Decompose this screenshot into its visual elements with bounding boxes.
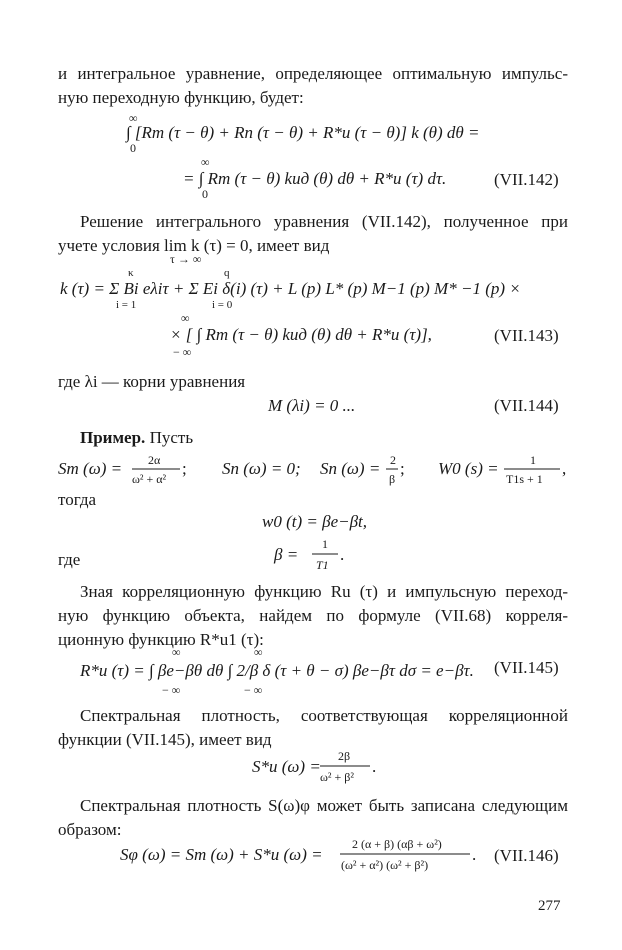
paragraph-6-line-2: образом: [58,820,122,839]
eq142-label: (VII.142) [494,170,559,189]
su-equation [252,746,472,792]
eq143-sum2-bottom: i = 0 [212,299,233,311]
su-numerator: 2β [338,749,351,763]
w0-numerator: 1 [530,453,536,467]
paragraph-4-line-2: ную функцию объекта, найдем по формуле (VII.68) корреля- [58,606,568,625]
su-lhs: S*u (ω) = [252,757,321,776]
paragraph-4-line-3: ционную функцию R*u1 (τ): [58,630,264,649]
sn-semicolon: ; [400,459,405,478]
w0t-equation: w0 (t) = βe−βt, [262,512,368,531]
eq146-lhs: Sφ (ω) = Sm (ω) + S*u (ω) = [120,845,323,864]
eq146-period: . [472,845,477,864]
sn0-def: Sn (ω) = 0; [222,459,301,478]
paragraph-1-line-2: ную переходную функцию, будет: [58,88,304,107]
eq142-upper-2: ∞ [201,155,210,169]
sn-numerator: 2 [390,453,396,467]
paragraph-4-line-1: Зная корреляционную функцию Ru (τ) и импульсную переход- [80,582,568,601]
eq145-upper-1: ∞ [172,645,181,659]
w0-lhs: W0 (s) = [438,459,499,478]
lim-subscript: τ → ∞ [170,252,202,266]
example-line [80,426,193,450]
beta-denominator: T1 [316,558,329,572]
eq143-line-2: × [ ∫ Rm (τ − θ) kuд (θ) dθ + R*u (τ)], [170,325,432,344]
sm-lhs: Sm (ω) = [58,459,123,478]
w0-comma: , [562,459,567,478]
eq143-sum1-bottom: i = 1 [116,299,137,311]
paragraph-2-line-2: учете условия lim k (τ) = 0, имеет вид [58,236,330,255]
eq145-lower-1: − ∞ [162,683,181,697]
eq142-upper-1: ∞ [129,111,138,125]
beta-numerator: 1 [322,537,328,551]
eq143-sum2-top: q [224,267,230,279]
eq145-upper-2: ∞ [254,645,263,659]
paragraph-2-line-1: Решение интегрального уравнения (VII.142), полученное при [80,212,568,231]
eq142-line-1: ∫ [Rm (τ − θ) + Rn (τ − θ) + R*u (τ − θ)] k (θ) dθ = [126,123,480,142]
beta-period: . [340,545,345,564]
eq146-label: (VII.146) [494,846,559,865]
gde-word: где [58,550,81,569]
sn-denominator: β [389,472,396,486]
eq142-lower-2: 0 [202,187,208,201]
su-period: . [372,757,377,776]
example-rest: Пусть [145,428,194,447]
beta-equation [270,534,470,578]
eq143-lower: − ∞ [173,345,192,359]
eq145-lower-2: − ∞ [244,683,263,697]
eq146-denominator: (ω² + α²) (ω² + β²) [341,858,429,872]
paragraph-3: где λi — корни уравнения [58,372,246,391]
togda-word: тогда [58,490,97,509]
su-denominator: ω² + β² [320,770,354,784]
eq144: M (λi) = 0 ... [268,396,356,415]
eq142-lower-1: 0 [130,141,136,155]
equation-142 [0,108,622,208]
eq143-label: (VII.143) [494,326,559,345]
w0-denominator: T1s + 1 [506,472,543,486]
page-number: 277 [538,898,561,914]
eq143-upper: ∞ [181,311,190,325]
beta-lhs: β = [274,545,299,564]
eq146-numerator: 2 (α + β) (αβ + ω²) [352,837,442,851]
eq145-text: R*u (τ) = ∫ βe−βθ dθ ∫ 2/β δ (τ + θ − σ) βe−βτ dσ = e−βτ. [80,661,474,680]
sm-semicolon: ; [182,459,187,478]
eq144-label: (VII.144) [494,396,559,415]
eq143-line-1: k (τ) = Σ Bi eλiτ + Σ Ei δ(i) (τ) + L (p) L* (p) M−1 (p) M* −1 (p) × [60,279,521,298]
paragraph-5-line-2: функции (VII.145), имеет вид [58,730,272,749]
paragraph-5-line-1: Спектральная плотность, соответствующая корреляционной [80,706,568,725]
sm-numerator: 2α [148,453,161,467]
equation-143 [0,264,622,364]
sn-lhs: Sn (ω) = [320,459,381,478]
sm-denominator: ω² + α² [132,472,167,486]
eq145-label: (VII.145) [494,658,559,677]
eq142-line-2: = ∫ Rm (τ − θ) kuд (θ) dθ + R*u (τ) dτ. [183,169,447,188]
eq143-sum1-top: κ [128,267,134,279]
paragraph-6-line-1: Спектральная плотность S(ω)φ может быть записана следующим [80,796,568,815]
paragraph-1-line-1: и интегральное уравнение, определяющее оптимальную импульс- [58,64,568,83]
example-heading: Пример. [80,428,146,447]
